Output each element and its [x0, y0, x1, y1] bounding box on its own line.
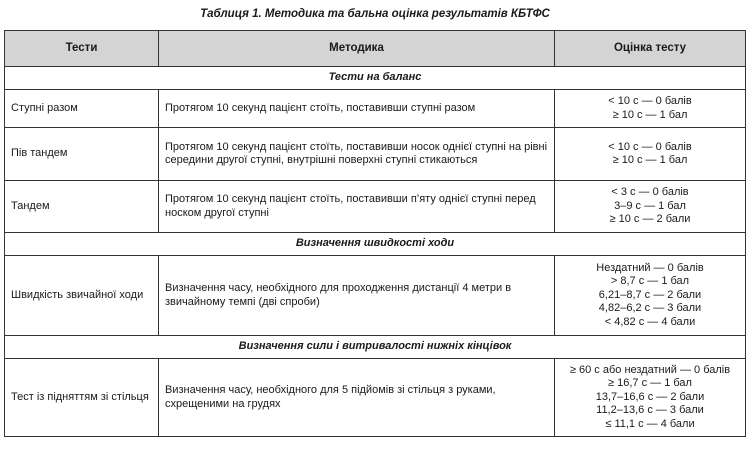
table-row [5, 90, 746, 128]
score-line: Нездатний — 0 балів [596, 261, 704, 274]
section-title-balance: Тести на баланс [5, 67, 746, 90]
test-score [555, 128, 746, 181]
test-score [555, 181, 746, 233]
score-line: ≥ 10 с — 1 бал [612, 108, 688, 121]
test-score [555, 90, 746, 128]
test-name: Швидкість звичайної ходи [5, 256, 159, 336]
test-name: Тандем [5, 181, 159, 233]
test-method: Протягом 10 секунд пацієнт стоїть, поставивши ступні разом [159, 90, 555, 128]
score-line: ≥ 60 с або нездатний — 0 балів [569, 363, 731, 376]
table-row [5, 128, 746, 181]
section-row [5, 67, 746, 90]
header-method: Методика [159, 31, 555, 67]
section-row [5, 233, 746, 256]
section-title-gait-speed: Визначення швидкості ходи [5, 233, 746, 256]
header-score: Оцінка тесту [555, 31, 746, 67]
score-line: ≥ 16,7 с — 1 бал [608, 377, 692, 390]
score-line: ≥ 10 с — 2 бали [609, 213, 691, 226]
score-line: < 10 с — 0 балів [608, 140, 692, 153]
header-row [5, 31, 746, 67]
score-line: 11,2–13,6 с — 3 бали [596, 404, 704, 417]
score-line: ≥ 10 с — 1 бал [612, 154, 688, 166]
score-line: 6,21–8,7 с — 2 бали [598, 288, 702, 301]
score-line: < 10 с — 0 балів [608, 95, 692, 107]
results-table [4, 30, 746, 437]
test-method: Визначення часу, необхідного для 5 підйомів зі стільця з руками, схрещеними на грудях [159, 359, 555, 437]
test-name: Пів тандем [5, 128, 159, 181]
test-name: Ступні разом [5, 90, 159, 128]
table-row [5, 181, 746, 233]
test-method: Протягом 10 секунд пацієнт стоїть, поставивши п’яту однієї ступні перед носком другої ступні [159, 181, 555, 233]
section-title-strength: Визначення сили і витривалості нижніх кінцівок [5, 336, 746, 359]
test-name: Тест із підняттям зі стільця [5, 359, 159, 437]
score-line: 4,82–6,2 с — 3 бали [598, 302, 702, 315]
table-row [5, 359, 746, 437]
test-method: Протягом 10 секунд пацієнт стоїть, поставивши носок однієї ступні на рівні середини другої ступні, внутрішні поверхні ступні стикаються [159, 128, 555, 181]
score-line: 13,7–16,6 с — 2 бали [595, 390, 705, 403]
table-row [5, 256, 746, 336]
score-line: ≤ 11,1 с — 4 бали [605, 417, 695, 430]
table-caption: Таблиця 1. Методика та бальна оцінка результатів КБТФС [200, 8, 550, 20]
score-line: < 4,82 с — 4 бали [604, 315, 696, 328]
score-line: < 3 с — 0 балів [611, 186, 689, 199]
section-row [5, 336, 746, 359]
test-score [555, 359, 746, 437]
score-line: 3–9 с — 1 бал [614, 199, 686, 212]
header-tests: Тести [5, 31, 159, 67]
score-line: > 8,7 с — 1 бал [610, 275, 690, 288]
test-method: Визначення часу, необхідного для проходження дистанції 4 метри в звичайному темпі (дві спроби) [159, 256, 555, 336]
test-score [555, 256, 746, 336]
